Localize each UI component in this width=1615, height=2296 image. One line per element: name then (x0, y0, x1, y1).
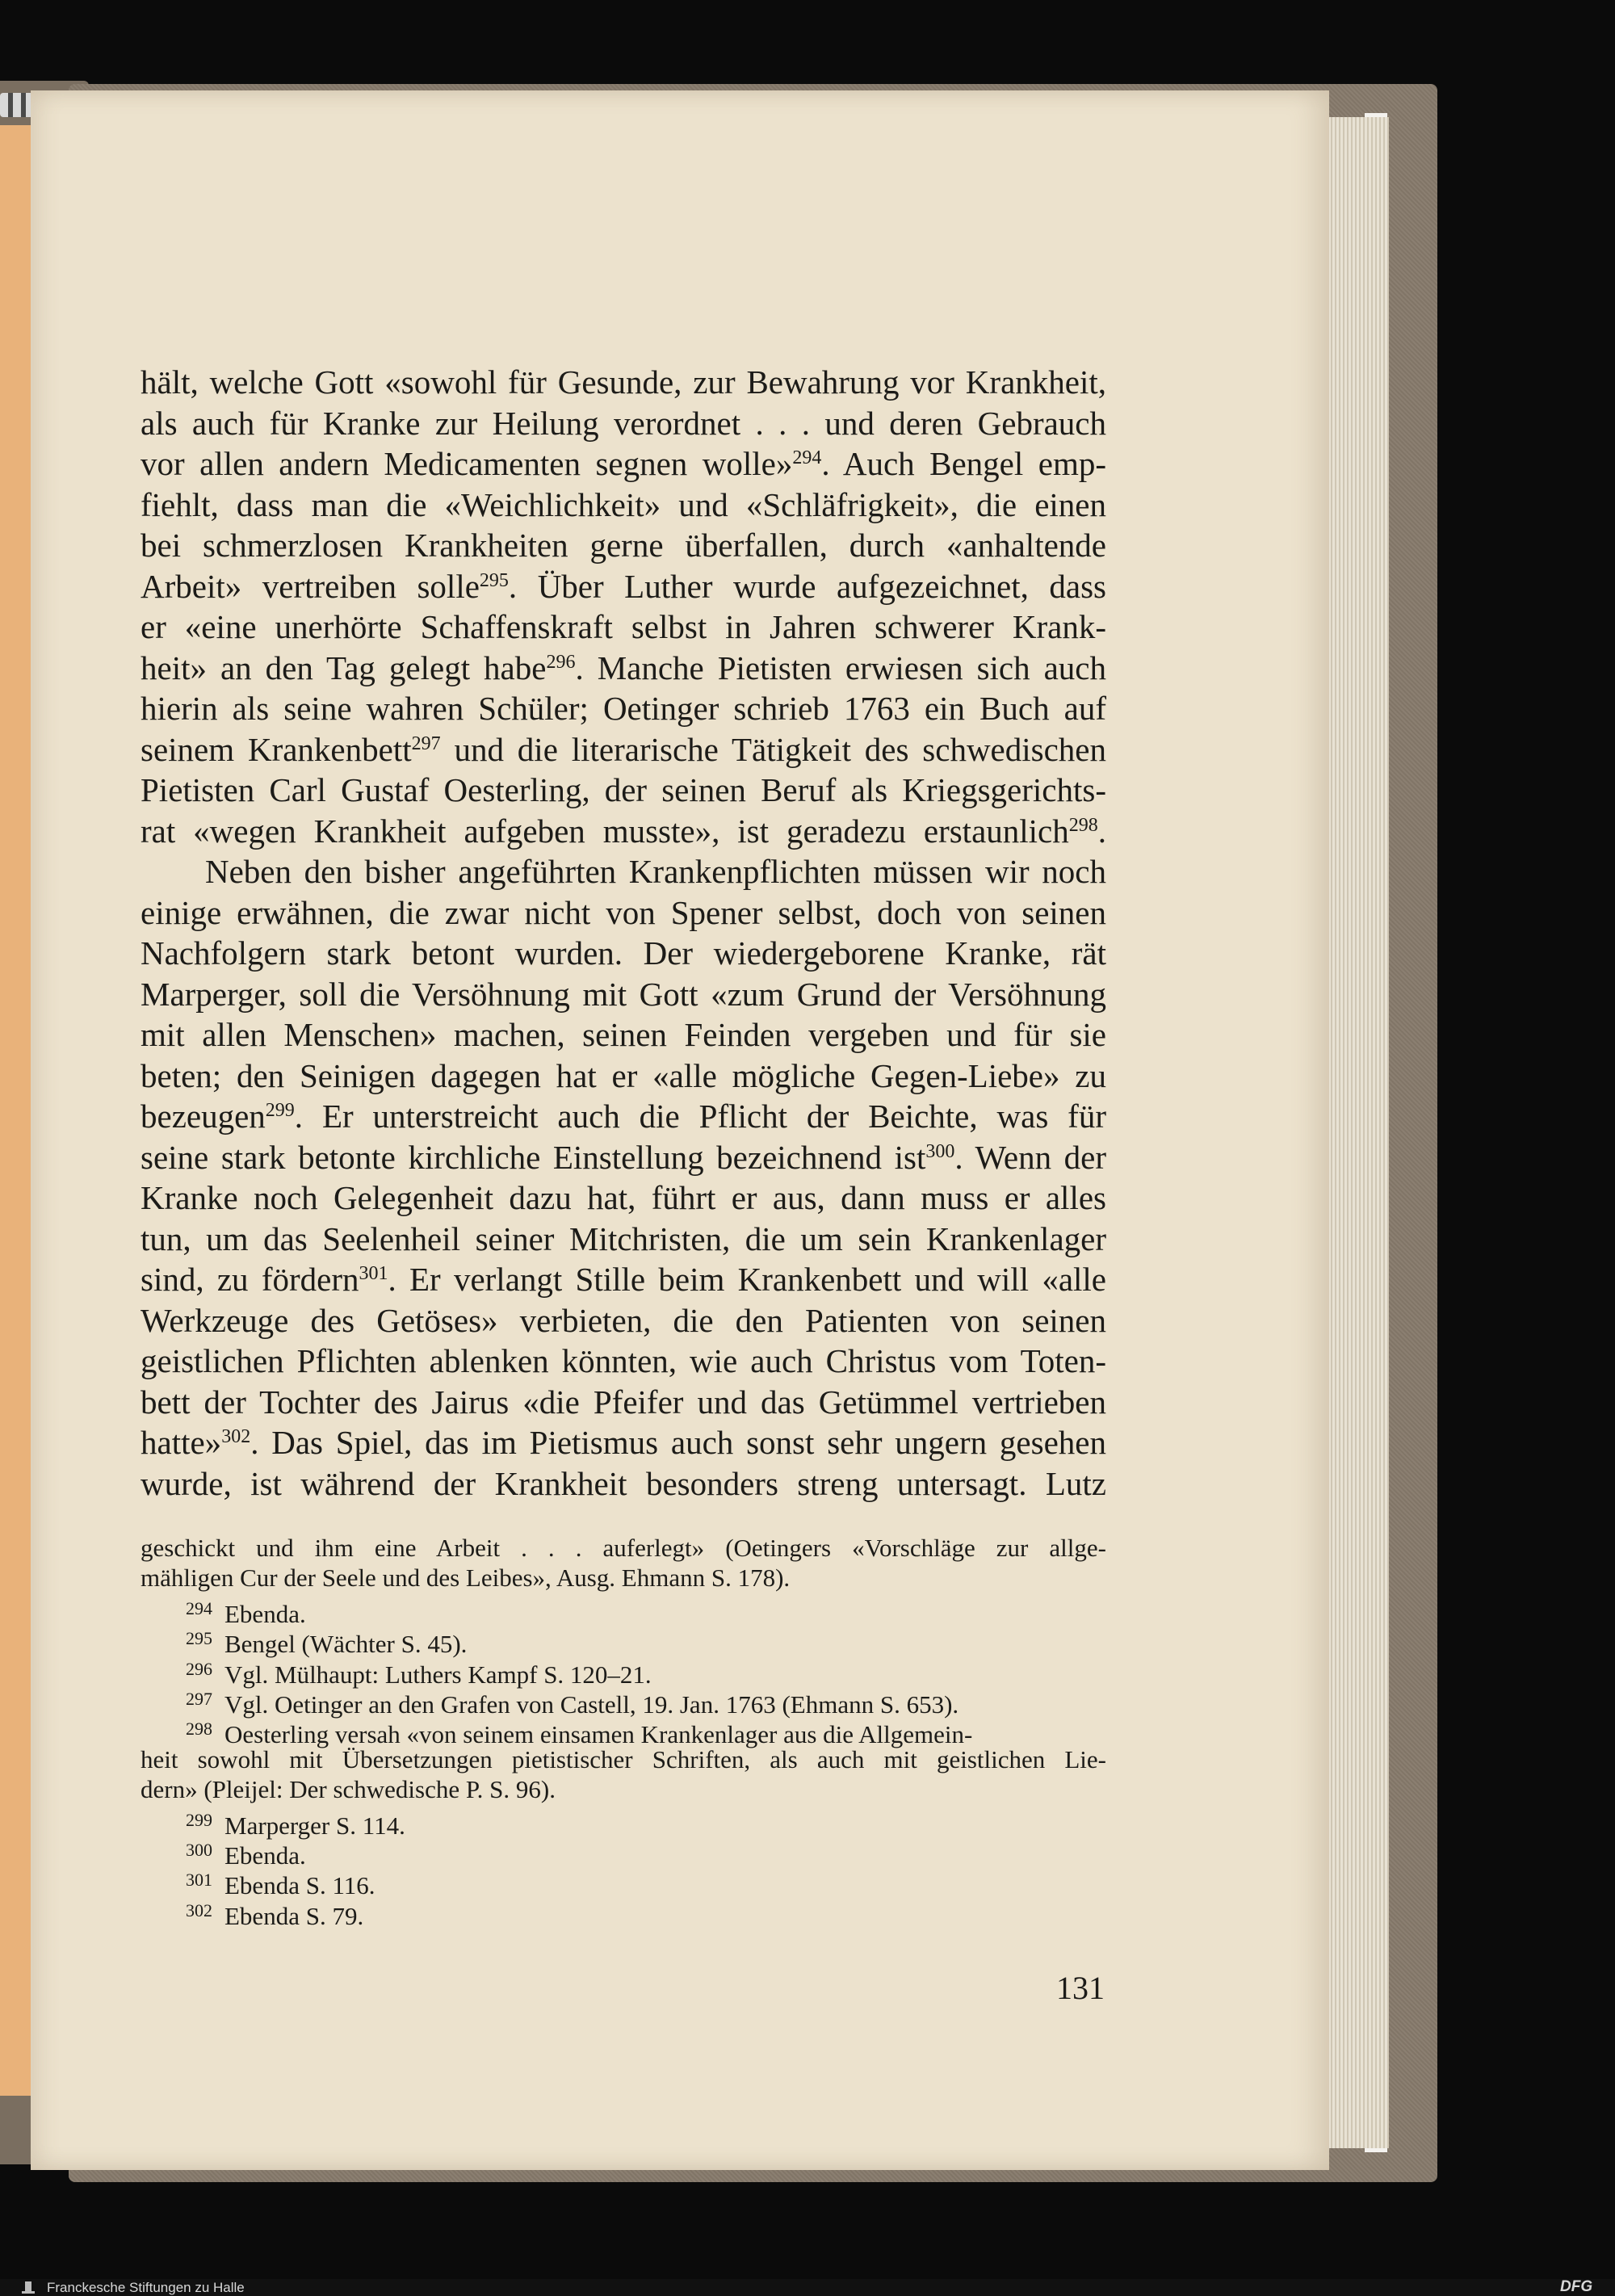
footnote-continuation: mähligen Cur der Seele und des Leibes», Ausg. Ehmann S. 178). (141, 1564, 791, 1593)
body-line: er «eine unerhörte Schaffenskraft selbst in Jahren schwerer Krank- (141, 608, 1106, 645)
body-line-text: . Das Spiel, das im Pietismus auch sonst sehr ungern gesehen (250, 1424, 1106, 1461)
footnote-number: 294 (186, 1597, 212, 1618)
footnote-ref: 301 (359, 1263, 388, 1284)
body-line: bett der Tochter des Jairus «die Pfeifer und das Getümmel vertrieben (141, 1383, 1106, 1421)
footnote-296 (141, 1654, 1106, 1689)
footnote-ref: 300 (925, 1140, 955, 1162)
body-line-text: . Er verlangt Stille beim Krankenbett und will «alle (388, 1261, 1107, 1298)
adjacent-page-edge (0, 125, 34, 2096)
footnote-text: Vgl. Mülhaupt: Luthers Kampf S. 120–21. (224, 1660, 652, 1689)
footnote-number: 298 (186, 1719, 212, 1740)
body-line: bei schmerzlosen Krankheiten gerne überfallen, durch «anhaltende (141, 527, 1106, 564)
body-line: geistlichen Pflichten ablenken könnten, wie auch Christus vom Toten- (141, 1342, 1106, 1379)
body-line: tun, um das Seelenheil seiner Mitchristen, die um sein Krankenlager (141, 1219, 1106, 1257)
footnote-ref: 298 (1068, 814, 1098, 836)
body-line: beten; den Seinigen dagegen hat er «alle mögliche Gegen-Liebe» zu (141, 1056, 1106, 1094)
footnote-298 (141, 1714, 1106, 1749)
body-line (141, 811, 1106, 852)
body-line: Werkzeuge des Getöses» verbieten, die den Patienten von seinen (141, 1301, 1106, 1339)
footnotes (141, 1533, 1106, 1930)
body-line (141, 648, 1106, 689)
body-line-text: . Wenn der (954, 1138, 1106, 1176)
body-line: als auch für Kranke zur Heilung verordnet . . . und deren Gebrauch (141, 404, 1106, 442)
body-line-text: . Manche Pietisten erwiesen sich auch (575, 649, 1106, 686)
footnote-ref: 299 (265, 1100, 295, 1121)
body-line-text: sind, zu fördern (141, 1261, 359, 1298)
footnote-ref: 294 (792, 447, 822, 468)
body-line (141, 1096, 1106, 1137)
footnote-302 (141, 1895, 1106, 1930)
body-line (141, 729, 1106, 770)
footnote-number: 302 (186, 1899, 212, 1920)
institution-name: Franckesche Stiftungen zu Halle (47, 2280, 245, 2295)
footnote-ref: 295 (479, 569, 509, 591)
body-line-text: . Er unterstreicht auch die Pflicht der Beichte, was für (294, 1098, 1106, 1135)
book-page (31, 90, 1329, 2170)
footnote-number: 296 (186, 1658, 212, 1679)
body-line-text: seinem Krankenbett (141, 730, 412, 768)
body-line-text: Arbeit» vertreiben solle (141, 567, 480, 605)
body-line: Kranke noch Gelegenheit dazu hat, führt er aus, dann muss er alles (141, 1179, 1106, 1216)
footnote-ref: 297 (411, 732, 441, 754)
body-line-text: rat «wegen Krankheit aufgeben musste», ist geradezu erstaunlich (141, 812, 1069, 850)
body-line (141, 1259, 1106, 1300)
body-line-text: . Auch Bengel emp- (821, 445, 1107, 482)
footnote-294 (141, 1593, 1106, 1628)
body-line-text: . (1097, 812, 1106, 850)
footnote-continuation: geschickt und ihm eine Arbeit . . . auferlegt» (Oetingers «Vorschläge zur allge- (141, 1534, 1106, 1562)
body-line: Pietisten Carl Gustaf Oesterling, der seinen Beruf als Kriegsgerichts- (141, 771, 1106, 808)
footnote-text: Marperger S. 114. (224, 1811, 405, 1840)
footnote-number: 300 (186, 1839, 212, 1860)
footnote-number: 297 (186, 1688, 212, 1709)
footnote-298-line: heit sowohl mit Übersetzungen pietistischer Schriften, als auch mit geistlichen Lie- (141, 1744, 1106, 1773)
body-line-text: bezeugen (141, 1098, 266, 1135)
body-line: fiehlt, dass man die «Weichlichkeit» und «Schläfrigkeit», die einen (141, 485, 1106, 523)
body-line: Neben den bisher angeführten Krankenpflichten müssen wir noch (205, 853, 1106, 890)
body-line: Nachfolgern stark betont wurden. Der wiedergeborene Kranke, rät (141, 934, 1106, 972)
footnote-295 (141, 1623, 1106, 1659)
footnote-ref: 302 (221, 1426, 251, 1447)
body-line: hierin als seine wahren Schüler; Oetinger schrieb 1763 ein Buch auf (141, 690, 1106, 727)
footnote-text: Oesterling versah «von seinem einsamen Krankenlager aus die Allgemein- (224, 1720, 973, 1749)
footnote-text: Ebenda. (224, 1599, 306, 1628)
body-text (141, 362, 1106, 1504)
footnote-ref: 296 (546, 651, 576, 673)
body-line-text: heit» an den Tag gelegt habe (141, 649, 547, 686)
body-line: hält, welche Gott «sowohl für Gesunde, zur Bewahrung vor Krankheit, (141, 363, 1106, 401)
footnote-text: Ebenda. (224, 1841, 306, 1870)
footnote-text: Bengel (Wächter S. 45). (224, 1630, 468, 1659)
footnote-text: Ebenda S. 116. (224, 1871, 375, 1900)
body-line (141, 1137, 1106, 1178)
footnote-text: Ebenda S. 79. (224, 1901, 364, 1930)
body-line-text: vor allen andern Medicamenten segnen wolle» (141, 445, 793, 482)
footnote-297 (141, 1684, 1106, 1719)
institution-logo-icon (18, 2280, 39, 2294)
footnote-300 (141, 1835, 1106, 1870)
body-line (141, 566, 1106, 607)
body-line-text: hatte» (141, 1424, 222, 1461)
footnote-number: 301 (186, 1870, 212, 1891)
footnote-301 (141, 1865, 1106, 1900)
footnote-number: 299 (186, 1809, 212, 1830)
footnote-299 (141, 1805, 1106, 1840)
body-line: einige erwähnen, die zwar nicht von Spener selbst, doch von seinen (141, 893, 1106, 931)
footnote-text: Vgl. Oetinger an den Grafen von Castell, 19. Jan. 1763 (Ehmann S. 653). (224, 1689, 959, 1719)
body-line (141, 1422, 1106, 1463)
body-line: wurde, ist während der Krankheit besonders streng untersagt. Lutz (141, 1464, 1106, 1502)
body-line: Marperger, soll die Versöhnung mit Gott «zum Grund der Versöhnung (141, 975, 1106, 1013)
body-line-text: . Über Luther wurde aufgezeichnet, dass (508, 567, 1106, 605)
body-line-text: und die literarische Tätigkeit des schwedischen (440, 730, 1106, 768)
page-number: 131 (1056, 1970, 1105, 2006)
body-line-text: seine stark betonte kirchliche Einstellung bezeichnend ist (141, 1138, 926, 1176)
body-line (141, 443, 1106, 485)
body-line: mit allen Menschen» machen, seinen Feinden vergeben und für sie (141, 1016, 1106, 1053)
dfg-logo: DFG (1560, 2278, 1593, 2295)
footnote-number: 295 (186, 1628, 212, 1649)
footnote-298-line: dern» (Pleijel: Der schwedische P. S. 96). (141, 1775, 556, 1804)
